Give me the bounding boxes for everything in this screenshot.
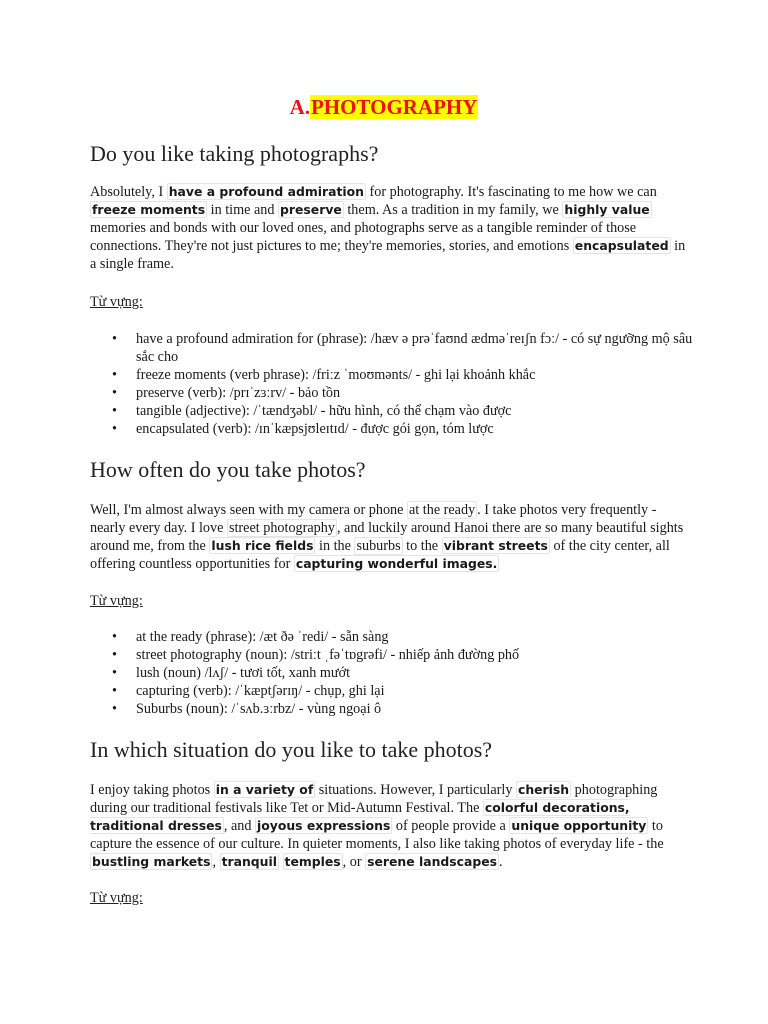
key-phrase: temples: [284, 854, 341, 870]
key-phrase: vibrant streets: [443, 538, 548, 554]
key-phrase: serene landscapes: [367, 854, 498, 870]
text-run: them. As a tradition in my family, we: [343, 202, 563, 219]
key-phrase: have a profound admiration: [168, 184, 364, 199]
text-run: . I take photos very frequently - nearly every day. I love: [90, 502, 657, 537]
vocab-item: • freeze moments (verb phrase): /friːz ˈmoʊmənts/ - ghi lại khoảnh khắc: [136, 366, 696, 384]
vocab-label: Từ vựng:: [90, 294, 143, 310]
text-run: .: [499, 854, 503, 871]
vocab-list: [136, 330, 696, 439]
key-phrase: tranquil: [221, 854, 277, 870]
title-highlighted: PHOTOGRAPHY: [310, 95, 478, 119]
key-phrase: freeze moments: [92, 202, 206, 218]
vocab-item: • Suburbs (noun): /ˈsʌb.ɜːrbz/ - vùng ngoại ô: [136, 700, 696, 718]
vocab-label: Từ vựng:: [90, 593, 143, 609]
key-phrase: joyous expressions: [257, 818, 391, 834]
answer-paragraph: [90, 501, 690, 573]
vocab-item: • street photography (noun): /striːt ˌfəˈtɒgrəfi/ - nhiếp ảnh đường phố: [136, 646, 696, 664]
text-run: , and luckily around Hanoi there are so many beautiful sights around me, from the: [90, 520, 684, 555]
text-run: photographing during our traditional festivals like Tet or Mid-Autumn Festival. The: [90, 782, 658, 817]
text-run: situations. However, I particularly: [315, 782, 516, 798]
vocab-item: • preserve (verb): /prɪˈzɜːrv/ - bảo tồn: [136, 384, 696, 402]
section-heading: Do you like taking photographs?: [90, 141, 379, 166]
key-phrase: unique opportunity: [511, 818, 647, 834]
text-run: for photography. It's fascinating to me how we can: [365, 184, 657, 200]
key-phrase: cherish: [517, 782, 570, 797]
answer-paragraph: [90, 781, 690, 871]
vocab-list: [136, 628, 696, 718]
text-run: ,: [212, 854, 220, 871]
text-run: to the: [402, 538, 442, 555]
marked-phrase: suburbs: [356, 538, 401, 555]
vocab-item: • encapsulated (verb): /ɪnˈkæpsjʊleɪtɪd/ - được gói gọn, tóm lược: [136, 420, 696, 438]
key-phrase: capturing wonderful images.: [295, 556, 498, 572]
section-heading: In which situation do you like to take photos?: [90, 737, 493, 762]
key-phrase: preserve: [280, 202, 342, 218]
text-run: to capture the essence of our culture. In quieter moments, I also like taking photos of everyday life - the: [90, 818, 664, 853]
text-run: I: [158, 184, 167, 200]
key-phrase: bustling markets: [92, 854, 211, 870]
text-run: , and: [223, 818, 255, 835]
text-run: [279, 854, 283, 870]
key-phrase: in a variety of: [215, 782, 314, 797]
text-run: , or: [342, 854, 366, 871]
vocab-item: • lush (noun) /lʌʃ/ - tươi tốt, xanh mướt: [136, 664, 696, 682]
key-phrase: encapsulated: [574, 238, 669, 254]
key-phrase: colorful decorations, traditional dresses: [90, 800, 630, 834]
text-run: of the city center, all offering countless opportunities for: [90, 538, 670, 573]
marked-phrase: street photography: [228, 520, 335, 537]
text-run: in the: [315, 538, 355, 555]
title-prefix: A.: [289, 95, 310, 119]
vocab-item: • have a profound admiration for (phrase): /hæv ə prəˈfaʊnd ædməˈreɪʃn fɔː/ - có sự ngưỡng mộ sâu sắc cho: [136, 330, 696, 366]
text-run: in time and: [207, 202, 279, 219]
section-heading: How often do you take photos?: [90, 457, 366, 482]
answer-paragraph: [90, 183, 690, 273]
marked-phrase: at the ready: [409, 502, 476, 518]
vocab-item: • capturing (verb): /ˈkæptʃərɪŋ/ - chụp, ghi lại: [136, 682, 696, 700]
text-run: I enjoy taking photos: [90, 782, 214, 798]
vocab-item: • tangible (adjective): /ˈtændʒəbl/ - hữu hình, có thể chạm vào được: [136, 402, 696, 420]
text-run: memories and bonds with our loved ones, and photographs serve as a tangible reminder of those connections. They're not just pictures to me; they're memories, stories, and emotions: [90, 220, 637, 255]
key-phrase: highly value: [564, 202, 650, 218]
text-run: of people provide a: [392, 818, 510, 835]
key-phrase: lush rice fields: [211, 538, 314, 554]
vocab-label: Từ vựng:: [90, 890, 143, 906]
text-run: Absolutely,: [90, 184, 159, 200]
vocab-item: • at the ready (phrase): /æt ðə ˈredi/ - sẵn sàng: [136, 628, 696, 646]
text-run: Well, I'm almost always seen with my camera or phone: [90, 502, 407, 518]
text-run: in a single frame.: [90, 238, 686, 273]
page-title: [0, 93, 768, 121]
